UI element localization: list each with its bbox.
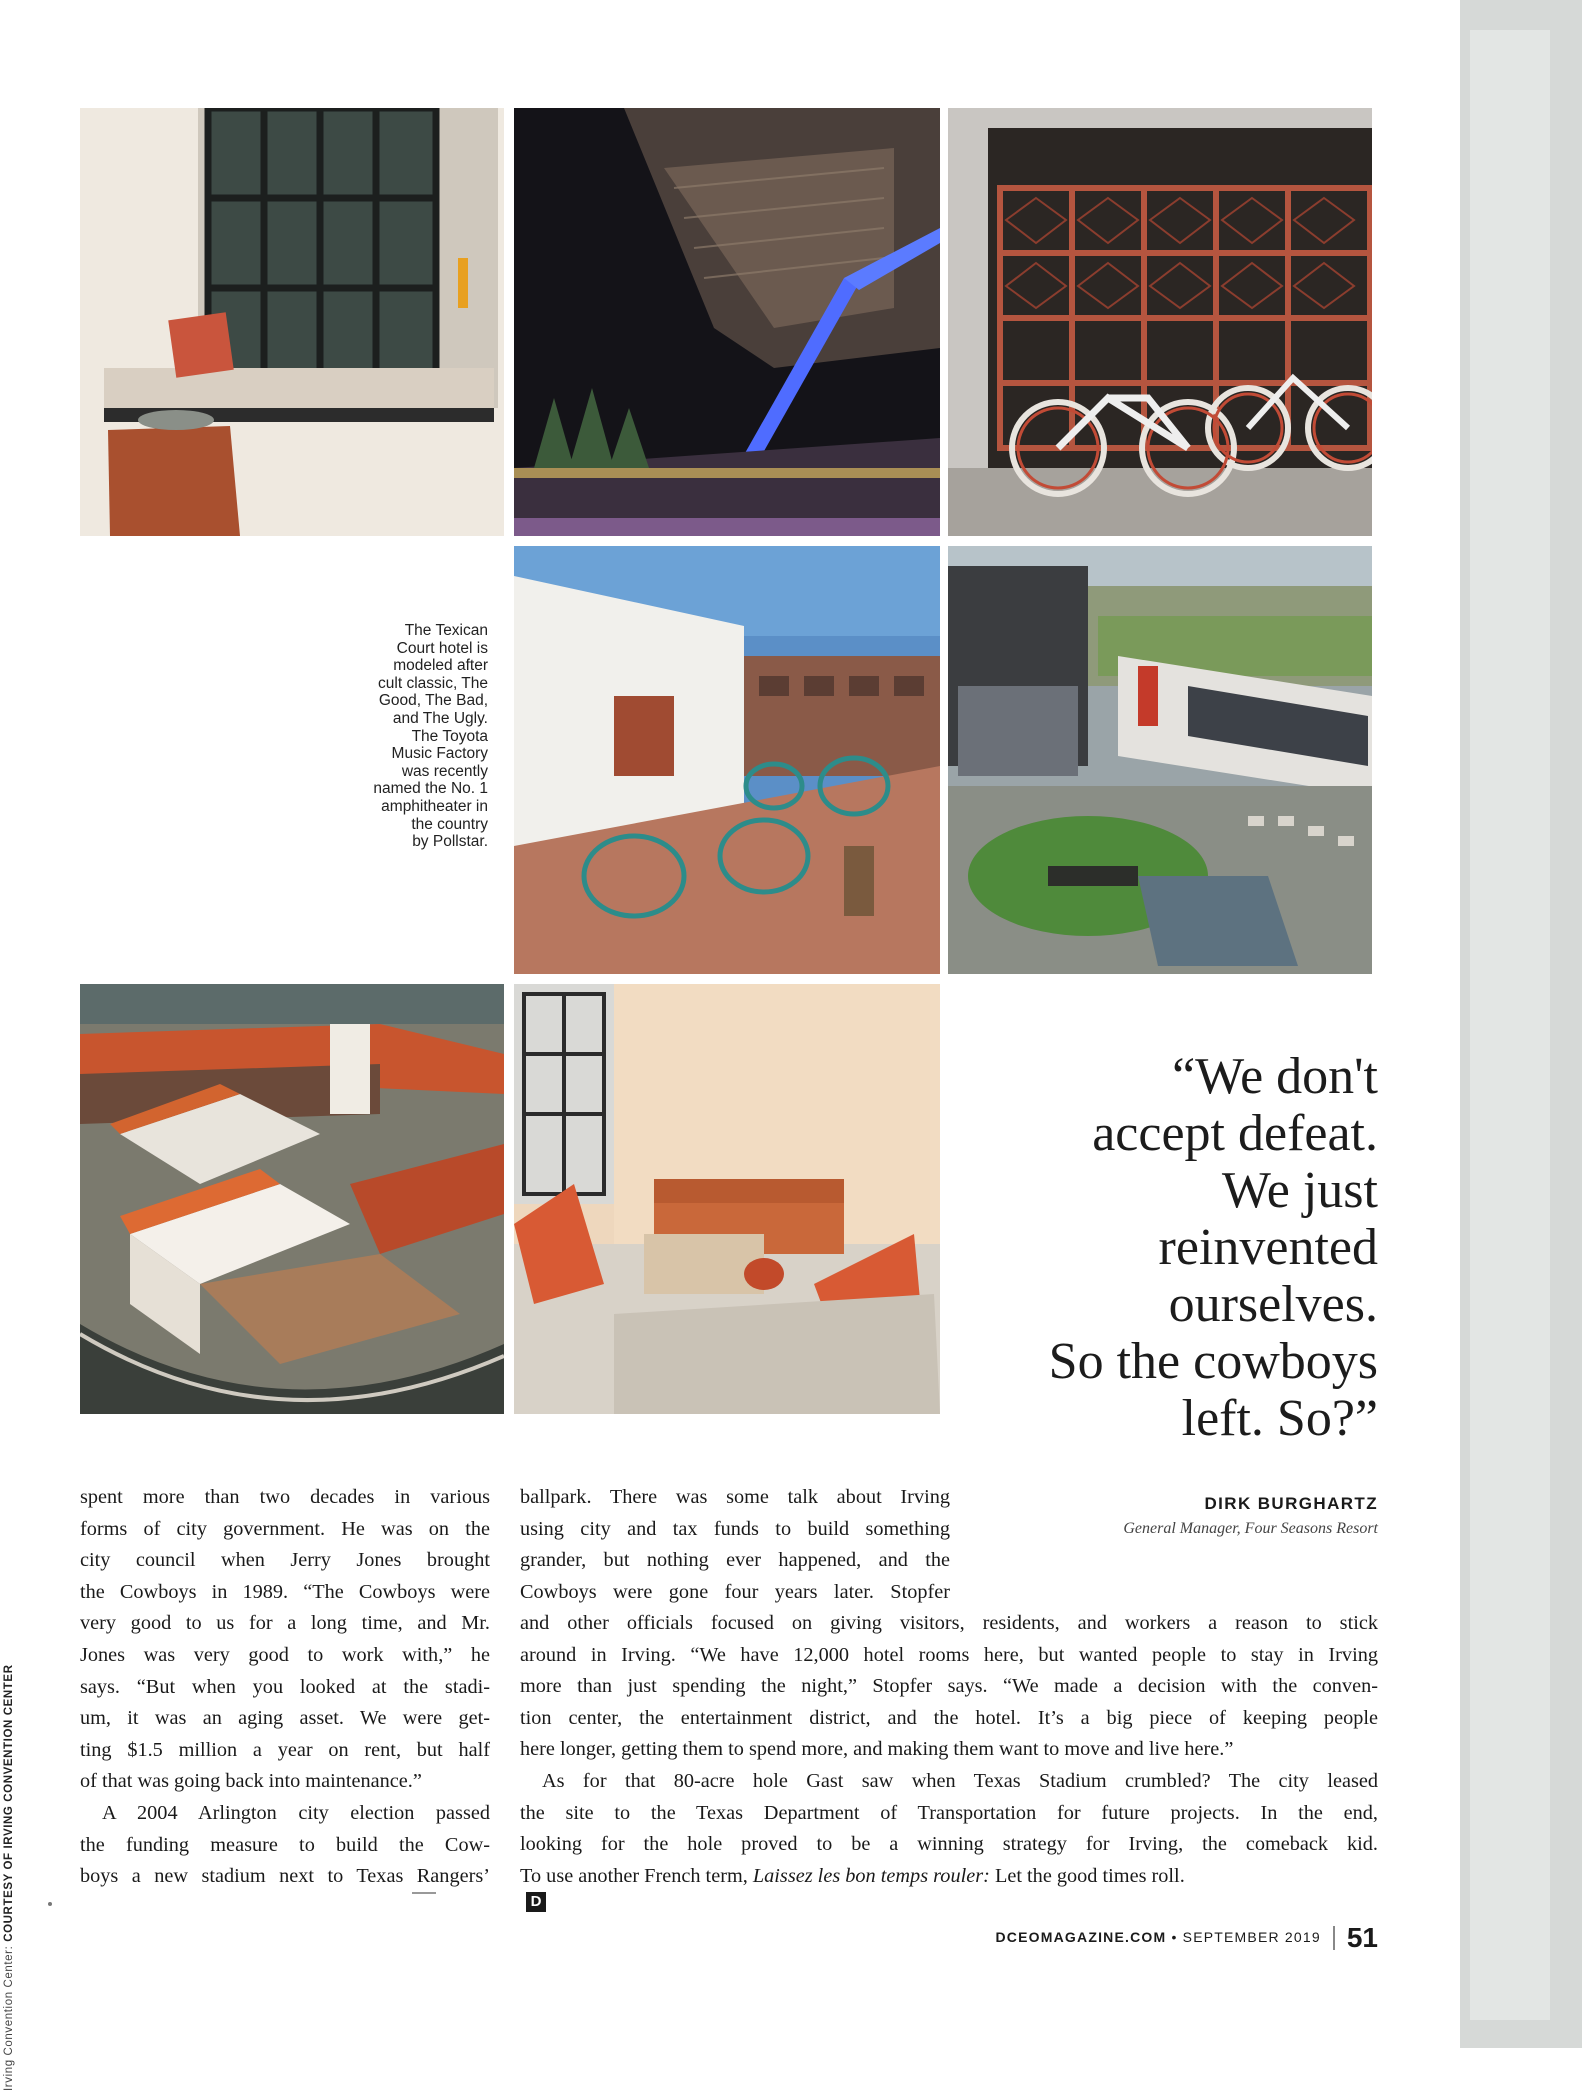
photo-lobby [514,984,940,1414]
quote-line: left. So?” [1181,1390,1378,1447]
article-line: um, it was an aging asset. We were get- [80,1707,490,1730]
article-column-wide [520,1608,1378,1912]
quote-line: reinvented [1158,1219,1378,1276]
article-line: boys a new stadium next to Texas Rangers’ [80,1865,490,1888]
photo-bicycles [948,108,1372,536]
caption-line: Court hotel is [396,639,488,657]
caption-line: amphitheater in [381,797,488,815]
article-line: grander, but nothing ever happened, and the [520,1549,950,1572]
pull-quote [990,1048,1378,1447]
article-line: and other officials focused on giving visitors, residents, and workers a reason to stick [520,1612,1378,1634]
quote-attribution [1060,1494,1378,1538]
quote-line: We just [1221,1162,1378,1219]
print-smudge [412,1892,436,1894]
article-line: around in Irving. “We have 12,000 hotel rooms here, but wanted people to stay in Irving [520,1643,1378,1666]
attribution-title: General Manager, Four Seasons Resort [1123,1520,1378,1537]
caption-line: Good, The Bad, [378,692,488,710]
article-column-1 [80,1482,490,1893]
footer-bullet: • [1166,1929,1183,1946]
credit-line-2: Irving Convention Center: COURTESY OF IRVING CONVENTION CENTER [3,1664,15,2091]
article-line: Cowboys were gone four years later. Stopfer [520,1580,950,1603]
article-line: says. “But when you looked at the stadi- [80,1675,490,1698]
article-line: the site to the Texas Department of Transportation for future projects. In the end, [520,1801,1378,1824]
article-line: ting $1.5 million a year on rent, but half [80,1738,490,1761]
article-line: forms of city government. He was on the [80,1517,490,1540]
attribution-name: DIRK BURGHARTZ [1204,1494,1378,1513]
quote-line: “We don't [1172,1048,1378,1105]
caption-line: the country [411,815,488,833]
caption-line: was recently [401,762,488,780]
photo-patio [514,546,940,974]
article-line: the Cowboys in 1989. “The Cowboys were [80,1580,490,1603]
article-line: city council when Jerry Jones brought [80,1549,490,1572]
photo-hotel-aerial [80,984,504,1414]
article-line: Jones was very good to work with,” he [80,1643,490,1666]
article-line: looking for the hole proved to be a winning strategy for Irving, the comeback kid. [520,1833,1378,1856]
end-mark-icon: D [526,1892,546,1912]
footer-site: DCEOMAGAZINE.COM [995,1929,1167,1946]
photo-caption [320,622,488,851]
caption-line: cult classic, The [378,674,488,692]
caption-line: The Texican [404,622,488,639]
caption-line: by Pollstar. [412,833,488,851]
article-line: A 2004 Arlington city election passed [102,1801,490,1824]
article-last-line: To use another French term, Laissez les bon temps rouler: Let the good times roll. D [520,1864,1185,1911]
print-dot [48,1902,52,1906]
quote-line: ourselves. [1168,1276,1378,1333]
photo-credit [0,1411,56,2091]
caption-line: named the No. 1 [373,780,488,798]
article-line: ballpark. There was some talk about Irving [520,1486,950,1508]
page-edge-shadow [1470,30,1550,2020]
caption-line: The Toyota [411,727,488,745]
photo-music-factory-aerial [948,546,1372,974]
article-line: the funding measure to build the Cow- [80,1833,490,1856]
footer-divider [1333,1926,1335,1950]
article-line: of that was going back into maintenance.” [80,1770,422,1793]
photo-convention-center [514,108,940,536]
article-line: very good to us for a long time, and Mr. [80,1612,490,1635]
article-line: using city and tax funds to build something [520,1517,950,1540]
footer-date: SEPTEMBER 2019 [1182,1929,1321,1946]
article-column-2 [520,1482,950,1608]
page-number: 51 [1346,1922,1378,1953]
caption-line: modeled after [393,657,488,675]
article-line: As for that 80-acre hole Gast saw when Texas Stadium crumbled? The city leased [542,1769,1378,1792]
quote-line: accept defeat. [1092,1105,1378,1162]
caption-line: and The Ugly. [392,709,488,727]
article-line: here longer, getting them to spend more, and making them want to move and live here.” [520,1738,1234,1761]
photo-window-seat [80,108,504,536]
article-line: spent more than two decades in various [80,1486,490,1508]
page-footer [900,1922,1378,1954]
article-line: more than just spending the night,” Stopfer says. “We made a decision with the conven- [520,1675,1378,1698]
article-line: tion center, the entertainment district, and the hotel. It’s a big piece of keeping people [520,1706,1378,1729]
caption-line: Music Factory [391,745,488,763]
quote-line: So the cowboys [1048,1333,1378,1390]
